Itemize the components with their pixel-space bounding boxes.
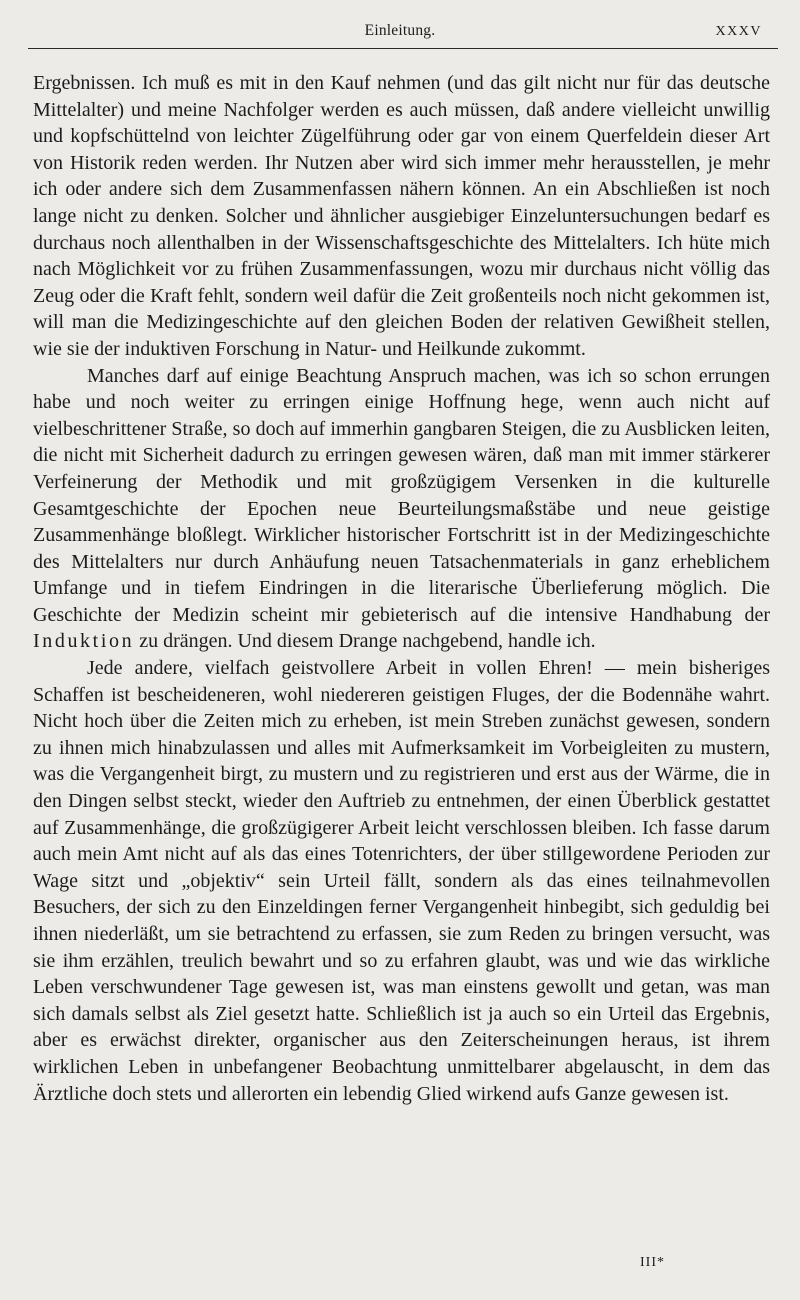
paragraph-2-text-after: zu drängen. Und diesem Drange nachgebend, handle ich.	[139, 630, 596, 653]
running-head	[30, 22, 770, 44]
signature-mark: III*	[640, 1255, 665, 1270]
paragraph-3: Jede andere, vielfach geistvollere Arbeit in vollen Ehren! — mein bisheriges Schaffen ist bescheideneren, wohl niedereren geistigen Fluges, der die Bodennähe wahrt. Nicht hoch über die Zeiten mich zu erheben, ist mein Streben zunächst gewesen, sondern zu ihnen mich hinabzulassen und alles mit Aufmerksamkeit im Vorbeigleiten zu mustern, was die Vergangenheit birgt, zu mustern und zu registrieren und erst aus der Wärme, die in den Dingen selbst steckt, wieder den Auftrieb zu entnehmen, der einen Überblick gestattet auf Zusammenhänge, die großzügigerer Arbeit leicht verschlossen bleiben. Ich fasse darum auch mein Amt nicht auf als das eines Totenrichters, der über stillgewordene Perioden zur Wage sitzt und „objektiv“ sein Urteil fällt, sondern als das eines teilnahmevollen Besuchers, der sich zu den Einzeldingen ferner Vergangenheit hinbegibt, sich geduldig bei ihnen niederläßt, um sie betrachtend zu erfassen, sie zum Reden zu bringen versucht, was sie ihm erzählen, treulich bewahrt und so zu erfahren glaubt, was und wie das wirkliche Leben verschwundener Tage gewesen ist, was man einstens gewollt und getan, was man sich damals selbst als Ziel gesetzt hatte. Schließlich ist ja auch so ein Urteil das Ergebnis, aber es erwächst direkter, organischer aus den Zeiterscheinungen heraus, ist ihrem wirklichen Leben in unbefangener Beobachtung unmittelbarer abgelauscht, in dem das Ärztliche doch stets und allerorten ein lebendig Glied wirkend aufs Ganze gewesen ist.	[33, 657, 770, 1105]
header-rule	[28, 48, 778, 49]
paragraph-2	[33, 363, 770, 656]
paragraph-2-text-before: Manches darf auf einige Beachtung Anspruch machen, was ich so schon errungen habe und noch weiter zu erringen einige Hoffnung hege, wenn auch nicht auf vielbeschrittener Straße, so doch auf immerhin gangbaren Steigen, die zu Ausblicken leiten, die nicht mit Sicherheit dadurch zu erringen gewesen wären, daß man mit immer stärkerer Verfeinerung der Methodik und mit großzügigem Versenken in die kulturelle Gesamtgeschichte der Epochen neue Beurteilungsmaßstäbe und neue geistige Zusammenhänge bloßlegt. Wirklicher historischer Fortschritt ist in der Medizingeschichte des Mittelalters nur durch Anhäufung neuen Tatsachenmaterials in ganz erheblichem Umfange und in tiefem Eindringen in die literarische Überlieferung möglich. Die Geschichte der Medizin scheint mir gebieterisch auf die intensive Handhabung der	[33, 364, 770, 626]
running-head-title: Einleitung.	[364, 22, 436, 39]
page-number: XXXV	[715, 24, 762, 39]
emphasized-term: Induktion	[33, 630, 135, 653]
body-text	[33, 70, 770, 1107]
paragraph-1: Ergebnissen. Ich muß es mit in den Kauf nehmen (und das gilt nicht nur für das deutsche Mittelalter) und meine Nachfolger werden es auch müssen, daß andere vielleicht unwillig und kopfschüttelnd von leichter Zügelführung oder gar von einem Querfeldein dieser Art von Historik reden werden. Ihr Nutzen aber wird sich immer mehr herausstellen, je mehr ich oder andere sich dem Zusammenfassen nähern können. An ein Abschließen ist noch lange nicht zu denken. Solcher und ähnlicher ausgiebiger Einzeluntersuchungen bedarf es durchaus noch allenthalben in der Wissenschaftsgeschichte des Mittelalters. Ich hüte mich nach Möglichkeit vor zu frühen Zusammenfassungen, wozu mir durchaus nicht völlig das Zeug oder die Kraft fehlt, sondern weil dafür die Zeit großenteils noch nicht gekommen ist, will man die Medizingeschichte auf den gleichen Boden der relativen Gewißheit stellen, wie sie der induktiven Forschung in Natur- und Heilkunde zukommt.	[33, 72, 770, 360]
